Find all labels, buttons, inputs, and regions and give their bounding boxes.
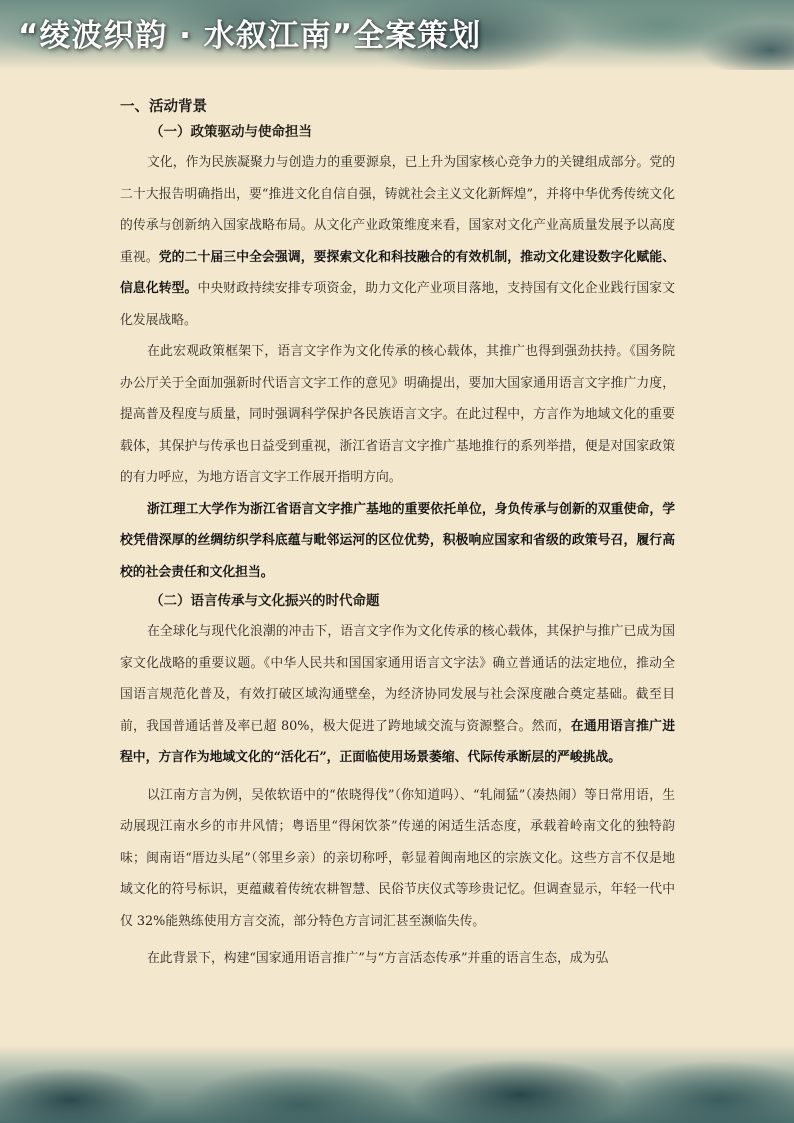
text-run: 中央财政持续安排专项资金，助力文化产业项目落地，支持国有文化企业践行国家文化发展战略。 <box>120 281 676 328</box>
paragraph: 在此宏观政策框架下，语言文字作为文化传承的核心载体，其推广也得到强劲扶持。《国务院办公厅关于全面加强新时代语言文字工作的意见》明确提出，要加大国家通用语言文字推广力度，提高普及程度与质量，同时强调科学保护各民族语言文字。在此过程中，方言作为地域文化的重要载体，其保护与传承也日益受到重视，浙江省语言文字推广基地推行的系列举措，便是对国家政策的有力呼应，为地方语言文字工作展开指明方向。 <box>120 344 675 485</box>
section-heading: 一、活动背景 <box>120 98 207 115</box>
paragraph <box>120 616 675 774</box>
footer-banner <box>0 1045 794 1123</box>
paragraph: 在此背景下，构建“国家通用语言推广”与“方言活态传承”并重的语言生态，成为弘 <box>147 951 609 966</box>
bold-text-run: 在通用语言推广进程中，方言作为地域文化的“活化石”，正面临使用场景萎缩、代际传承断层的严峻挑战。 <box>120 718 675 765</box>
bold-text-run: 党的二十届三中全会强调，要探索文化和科技融合的有效机制，推动文化建设数字化赋能、信息化转型。 <box>120 249 676 296</box>
paragraph-bold <box>120 494 675 589</box>
bold-text-run: 浙江理工大学作为浙江省语言文字推广基地的重要依托单位，身负传承与创新的双重使命，学校凭借深厚的丝绸纺织学科底蕴与毗邻运河的区位优势，积极响应国家和省级的政策号召，履行高校的社会责任和文化担当。 <box>120 501 675 580</box>
subsection-heading-1: （一）政策驱动与使命担当 <box>150 124 312 140</box>
document-title: “绫波织韵 · 水叙江南”全案策划 <box>18 18 482 54</box>
paragraph: 以江南方言为例，吴侬软语中的“侬晓得伐”（你知道吗）、“轧闹猛”（凑热闹）等日常用语，生动展现江南水乡的市井风情；粤语里“得闲饮茶”传递的闲适生活态度，承载着岭南文化的独特韵味；闽南语“厝边头尾”（邻里乡亲）的亲切称呼，彰显着闽南地区的宗族文化。这些方言不仅是地域文化的符号标识，更蕴藏着传统农耕智慧、民俗节庆仪式等珍贵记忆。但调查显示，年轻一代中仅 32%能熟练使用方言交流，部分特色方言词汇甚至濒临失传。 <box>120 787 675 929</box>
header-banner <box>0 0 794 70</box>
paragraph <box>120 147 675 336</box>
document-body <box>120 96 675 975</box>
text-run: 文化，作为民族凝聚力与创造力的重要源泉，已上升为国家核心竞争力的关键组成部分。党的二十大报告明确指出，要“推进文化自信自强，铸就社会主义文化新辉煌”，并将中华优秀传统文化的传承与创新纳入国家战略布局。从文化产业政策维度来看，国家对文化产业高质量发展予以高度重视。 <box>120 155 675 265</box>
subsection-heading-2: （二）语言传承与文化振兴的时代命题 <box>150 593 380 609</box>
text-run: 在全球化与现代化浪潮的冲击下，语言文字作为文化传承的核心载体，其保护与推广已成为国家文化战略的重要议题。《中华人民共和国国家通用语言文字法》确立普通话的法定地位，推动全国语言规范化普及，有效打破区域沟通壁垒，为经济协同发展与社会深度融合奠定基础。截至目前，我国普通话普及率已超 80%，极大促进了跨地域交流与资源整合。然而， <box>120 624 675 734</box>
